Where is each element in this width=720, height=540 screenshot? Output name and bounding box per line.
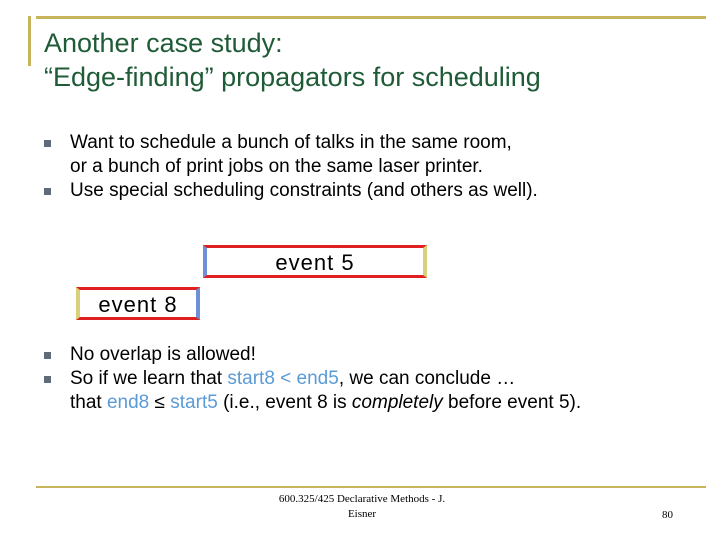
bullet-line xyxy=(70,391,581,415)
text-segment: (i.e., event 8 is xyxy=(217,392,352,413)
bullet-line xyxy=(70,367,581,391)
bullet-item xyxy=(44,179,538,203)
bullet-item xyxy=(44,343,581,367)
bullet-item xyxy=(44,131,538,179)
footer-line-1: 600.325/425 Declarative Methods - J. xyxy=(278,493,446,505)
bottom-rule xyxy=(36,486,706,488)
text-segment: that xyxy=(70,392,107,413)
start5-highlight: start5 xyxy=(170,392,218,413)
end8-highlight: end8 xyxy=(106,392,150,413)
bullet-line: or a bunch of print jobs on the same laser printer. xyxy=(70,156,483,177)
bullet-item xyxy=(44,367,581,415)
footer-line-2: Eisner xyxy=(347,508,377,520)
slide-title xyxy=(44,26,541,94)
start8-lt-end5-highlight: start8 < end5 xyxy=(227,368,339,389)
text-segment: , we can conclude … xyxy=(338,368,516,389)
bullet-line: Use special scheduling constraints (and others as well). xyxy=(70,180,538,201)
leq-symbol: ≤ xyxy=(149,392,171,413)
left-rule xyxy=(28,16,31,66)
footer-credit xyxy=(262,492,462,522)
square-bullet-icon xyxy=(44,352,51,359)
bullet-line: No overlap is allowed! xyxy=(70,344,256,365)
square-bullet-icon xyxy=(44,188,51,195)
title-line-2: “Edge-finding” propagators for scheduling xyxy=(44,62,541,92)
square-bullet-icon xyxy=(44,376,51,383)
event-8-box: event 8 xyxy=(76,287,200,320)
text-segment: before event 5). xyxy=(442,392,582,413)
square-bullet-icon xyxy=(44,140,51,147)
title-line-1: Another case study: xyxy=(44,28,283,58)
top-rule xyxy=(36,16,706,19)
top-bullet-list xyxy=(44,131,538,203)
completely-emphasis: completely xyxy=(351,392,443,413)
page-number: 80 xyxy=(662,509,673,521)
bullet-line: Want to schedule a bunch of talks in the same room, xyxy=(70,132,512,153)
text-segment: So if we learn that xyxy=(70,368,228,389)
event-5-box: event 5 xyxy=(203,245,427,278)
bottom-bullet-list xyxy=(44,343,581,415)
